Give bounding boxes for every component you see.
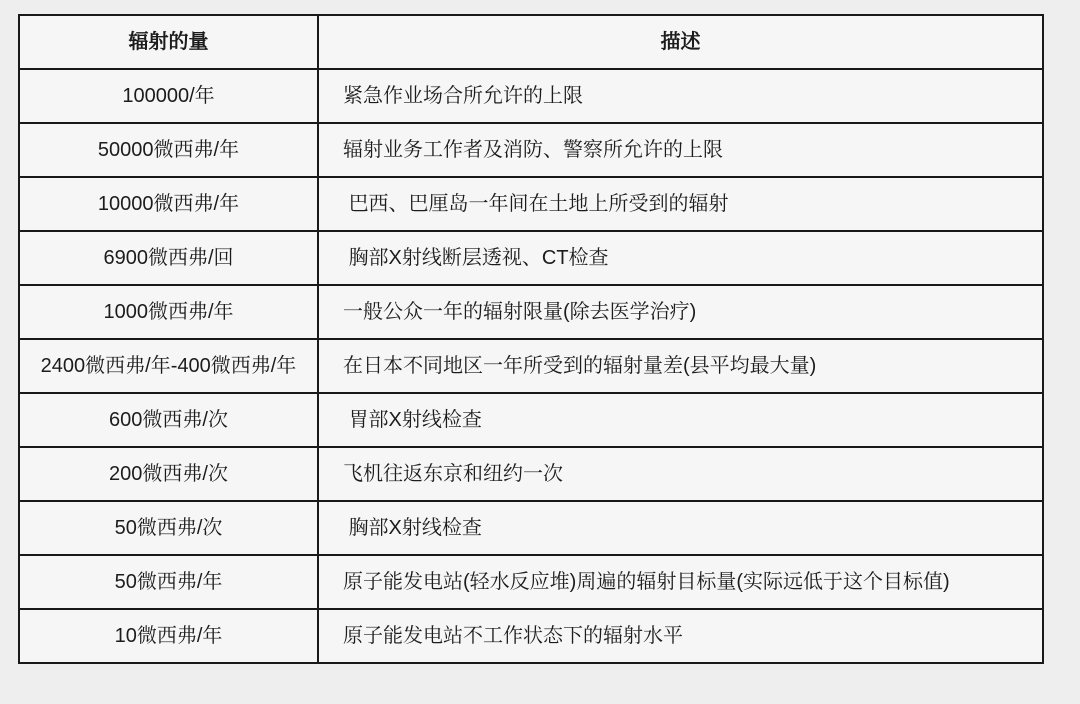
amount-cell: 50000微西弗/年 (19, 123, 318, 177)
description-cell: 飞机往返东京和纽约一次 (318, 447, 1043, 501)
header-row (19, 15, 1043, 69)
amount-cell: 600微西弗/次 (19, 393, 318, 447)
table-row (19, 123, 1043, 177)
amount-cell: 2400微西弗/年-400微西弗/年 (19, 339, 318, 393)
description-cell: 辐射业务工作者及消防、警察所允许的上限 (318, 123, 1043, 177)
description-cell: 巴西、巴厘岛一年间在土地上所受到的辐射 (318, 177, 1043, 231)
table-row (19, 555, 1043, 609)
description-cell: 在日本不同地区一年所受到的辐射量差(县平均最大量) (318, 339, 1043, 393)
table-row (19, 177, 1043, 231)
description-cell: 胸部X射线检查 (318, 501, 1043, 555)
description-cell: 紧急作业场合所允许的上限 (318, 69, 1043, 123)
amount-cell: 10微西弗/年 (19, 609, 318, 663)
amount-cell: 10000微西弗/年 (19, 177, 318, 231)
amount-cell: 50微西弗/次 (19, 501, 318, 555)
description-cell: 胃部X射线检查 (318, 393, 1043, 447)
table-row (19, 231, 1043, 285)
table-row (19, 339, 1043, 393)
table-row (19, 69, 1043, 123)
description-cell: 一般公众一年的辐射限量(除去医学治疗) (318, 285, 1043, 339)
header-amount: 辐射的量 (19, 15, 318, 69)
amount-cell: 6900微西弗/回 (19, 231, 318, 285)
description-cell: 胸部X射线断层透视、CT检查 (318, 231, 1043, 285)
amount-cell: 100000/年 (19, 69, 318, 123)
table-row (19, 285, 1043, 339)
table-row (19, 501, 1043, 555)
table-row (19, 393, 1043, 447)
table-row (19, 447, 1043, 501)
header-description: 描述 (318, 15, 1043, 69)
amount-cell: 1000微西弗/年 (19, 285, 318, 339)
description-cell: 原子能发电站不工作状态下的辐射水平 (318, 609, 1043, 663)
description-cell: 原子能发电站(轻水反应堆)周遍的辐射目标量(实际远低于这个目标值) (318, 555, 1043, 609)
radiation-dose-table (18, 14, 1044, 664)
amount-cell: 200微西弗/次 (19, 447, 318, 501)
amount-cell: 50微西弗/年 (19, 555, 318, 609)
table-row (19, 609, 1043, 663)
